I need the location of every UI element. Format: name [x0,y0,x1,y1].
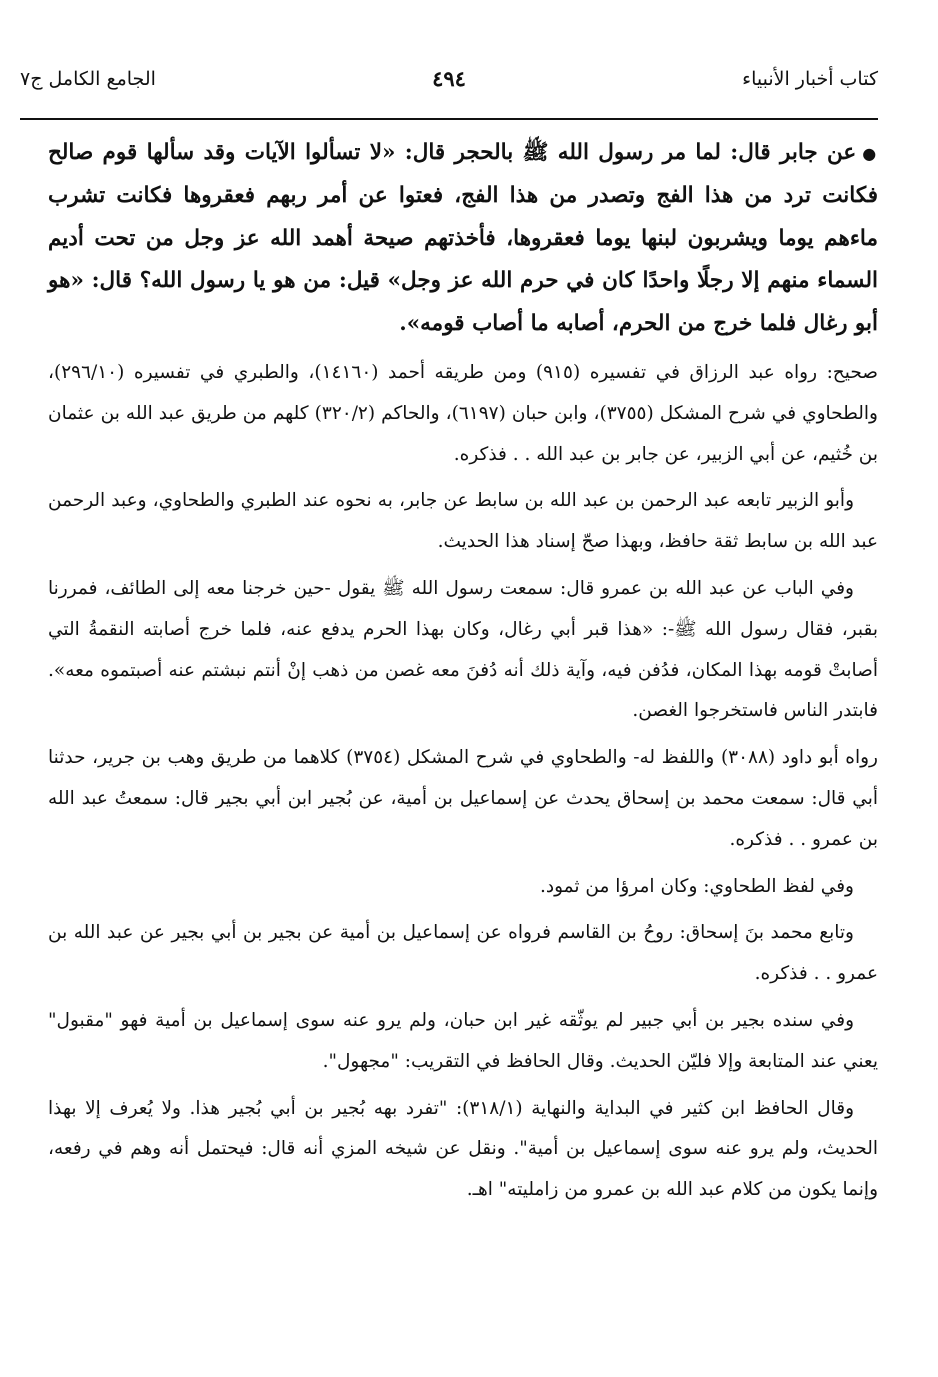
page-number: ٤٩٤ [432,66,466,91]
commentary-paragraph: وفي سنده بجير بن أبي جبير لم يوثّقه غير ابن حبان، ولم يرو عنه سوى إسماعيل بن أمية فهو "مقبول" يعني عند المتابعة وإلا فليّن الحديث. وقال الحافظ في التقريب: "مجهول". [48,1009,878,1072]
hadith-body: عن جابر قال: لما مر رسول الله ﷺ بالحجر قال: «لا تسألوا الآيات وقد سألها قوم صالح فكانت ترد من هذا الفج وتصدر من هذا الفج، فعتوا عن أمر ربهم فعقروها فكانت تشرب ماءهم يوما ويشربون لبنها يوما فعقروها، فأخذتهم صيحة أهمد الله عز وجل من تحت أديم السماء منهم إلا رجلًا واحدًا كان في حرم الله عز وجل» قيل: من هو يا رسول الله؟ قال: «هو أبو رغال فلما خرج من الحرم، أصابه ما أصاب قومه». [48,140,878,336]
commentary-paragraph: وأبو الزبير تابعه عبد الرحمن بن عبد الله بن سابط عن جابر، به نحوه عند الطبري والطحاوي، وعبد الرحمن عبد الله بن سابط ثقة حافظ، وبهذا صحّ إسناد هذا الحديث. [48,490,878,553]
running-title-book: كتاب أخبار الأنبياء [742,68,878,90]
commentary-paragraph: وفي لفظ الطحاوي: وكان امرؤا من ثمود. [539,875,854,897]
page-header [20,64,878,104]
bullet-icon: ● [862,144,879,163]
page-body [48,132,878,1217]
hadith-text [48,132,878,345]
commentary-paragraph: وقال الحافظ ابن كثير في البداية والنهاية (٣١٨/١): "تفرد بهه بُجير بن أبي بُجير هذا. ولا يُعرف إلا بهذا الحديث، ولم يرو عنه سوى إسماعيل بن أمية". ونقل عن شيخه المزي أنه قال: فيحتمل أنه وهم في رفعه، وإنما يكون من كلام عبد الله بن عمرو من زامليته" اهـ. [48,1097,878,1201]
header-rule [20,118,878,120]
supporting-hadith-paragraph: وفي الباب عن عبد الله بن عمرو قال: سمعت رسول الله ﷺ يقول -حين خرجنا معه إلى الطائف، فمررنا بقبر، فقال رسول الله ﷺ-: «هذا قبر أبي رغال، وكان بهذا الحرم يدفع عنه، فلما خرج أصابته النقمةُ التي أصابتْ قومه بهذا المكان، فدُفن فيه، وآية ذلك أنه دُفنَ معه غصن من ذهب إنْ أنتم نبشتم عنه أصبتموه معه». فابتدر الناس فاستخرجوا الغصن. [48,578,878,722]
commentary-paragraph: وتابع محمد بنَ إسحاق: روحُ بن القاسم فرواه عن إسماعيل بن أمية عن بجير بن أبي بجير عن عبد الله بن عمرو . . فذكره. [48,922,878,985]
takhrij-paragraph: صحيح: رواه عبد الرزاق في تفسيره (٩١٥) ومن طريقه أحمد (١٤١٦٠)، والطبري في تفسيره (٢٩٦/١٠)، والطحاوي في شرح المشكل (٣٧٥٥)، وابن حبان (٦١٩٧)، والحاكم (٣٢٠/٢) كلهم من طريق عبد الله بن عثمان بن خُثيم، عن أبي الزبير، عن جابر بن عبد الله . . فذكره. [48,362,878,465]
running-title-volume: الجامع الكامل ج٧ [20,68,156,90]
commentary-paragraph: رواه أبو داود (٣٠٨٨) واللفظ له- والطحاوي في شرح المشكل (٣٧٥٤) كلاهما من طريق وهب بن جرير، حدثنا أبي قال: سمعت محمد بن إسحاق يحدث عن إسماعيل بن أمية، عن بُجير ابن أبي بجير قال: سمعتُ عبد الله بن عمرو . . فذكره. [48,747,878,850]
